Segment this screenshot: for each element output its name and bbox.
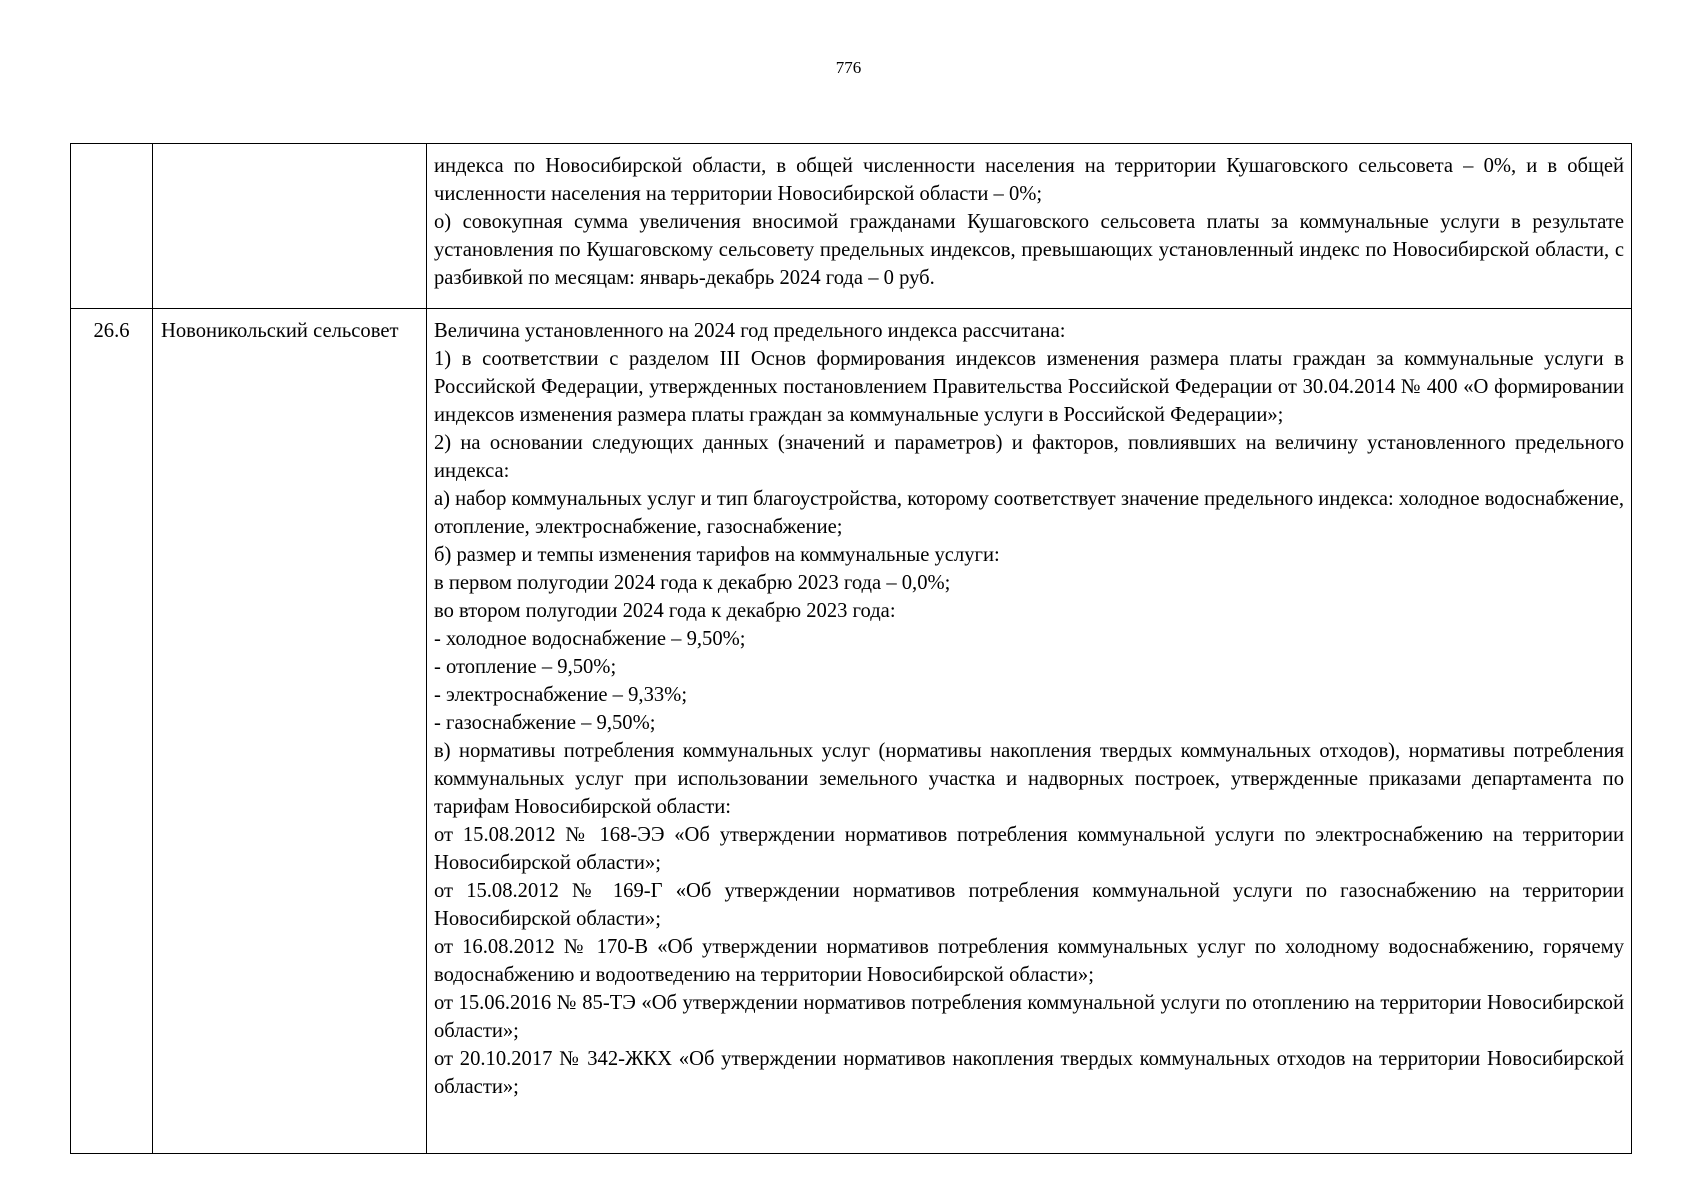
paragraph: Величина установленного на 2024 год предельного индекса рассчитана:	[434, 320, 1066, 342]
paragraph: - отопление – 9,50%;	[434, 656, 617, 678]
paragraph: от 15.08.2012 № 168-ЭЭ «Об утверждении нормативов потребления коммунальной услуги по электроснабжению на территории Новосибирской области»;	[434, 824, 1624, 874]
row-number-cell: 26.6	[71, 309, 153, 1154]
description-cell	[427, 144, 1632, 309]
paragraph: во втором полугодии 2024 года к декабрю 2023 года:	[434, 600, 896, 622]
table-row	[71, 144, 1632, 309]
paragraph: 1) в соответствии с разделом III Основ формирования индексов изменения размера платы граждан за коммунальные услуги в Российской Федерации, утвержденных постановлением Правительства Российской Федерации от 30.04.2014 № 400 «О формировании индексов изменения размера платы граждан за коммунальные услуги в Российской Федерации»;	[434, 348, 1624, 426]
paragraph: - холодное водоснабжение – 9,50%;	[434, 628, 746, 650]
row-number-cell	[71, 144, 153, 309]
paragraph: в первом полугодии 2024 года к декабрю 2023 года – 0,0%;	[434, 572, 951, 594]
paragraph: индекса по Новосибирской области, в общей численности населения на территории Кушаговского сельсовета – 0%, и в общей численности населения на территории Новосибирской области – 0%;	[434, 155, 1624, 205]
paragraph: о) совокупная сумма увеличения вносимой гражданами Кушаговского сельсовета платы за коммунальные услуги в результате установления по Кушаговскому сельсовету предельных индексов, превышающих установленный индекс по Новосибирской области, с разбивкой по месяцам: январь-декабрь 2024 года – 0 руб.	[434, 211, 1624, 289]
paragraph: от 15.06.2016 № 85-ТЭ «Об утверждении нормативов потребления коммунальной услуги по отоплению на территории Новосибирской области»;	[434, 992, 1624, 1042]
paragraph: 2) на основании следующих данных (значений и параметров) и факторов, повлиявших на величину установленного предельного индекса:	[434, 432, 1624, 482]
page-number: 776	[835, 58, 862, 77]
description-cell	[427, 309, 1632, 1154]
tariff-table	[70, 143, 1632, 1154]
municipality-cell	[153, 144, 427, 309]
municipality-cell: Новоникольский сельсовет	[153, 309, 427, 1154]
paragraph: от 20.10.2017 № 342-ЖКХ «Об утверждении нормативов накопления твердых коммунальных отходов на территории Новосибирской области»;	[434, 1048, 1624, 1098]
paragraph: - электроснабжение – 9,33%;	[434, 684, 688, 706]
table-row	[71, 309, 1632, 1154]
paragraph: в) нормативы потребления коммунальных услуг (нормативы накопления твердых коммунальных отходов), нормативы потребления коммунальных услуг при использовании земельного участка и надворных построек, утвержденные приказами департамента по тарифам Новосибирской области:	[434, 740, 1624, 818]
paragraph: от 15.08.2012 № 169-Г «Об утверждении нормативов потребления коммунальной услуги по газоснабжению на территории Новосибирской области»;	[434, 880, 1624, 930]
paragraph: а) набор коммунальных услуг и тип благоустройства, которому соответствует значение предельного индекса: холодное водоснабжение, отопление, электроснабжение, газоснабжение;	[434, 488, 1624, 538]
paragraph: б) размер и темпы изменения тарифов на коммунальные услуги:	[434, 544, 1000, 566]
paragraph: от 16.08.2012 № 170-В «Об утверждении нормативов потребления коммунальных услуг по холодному водоснабжению, горячему водоснабжению и водоотведению на территории Новосибирской области»;	[434, 936, 1624, 986]
paragraph: - газоснабжение – 9,50%;	[434, 712, 656, 734]
